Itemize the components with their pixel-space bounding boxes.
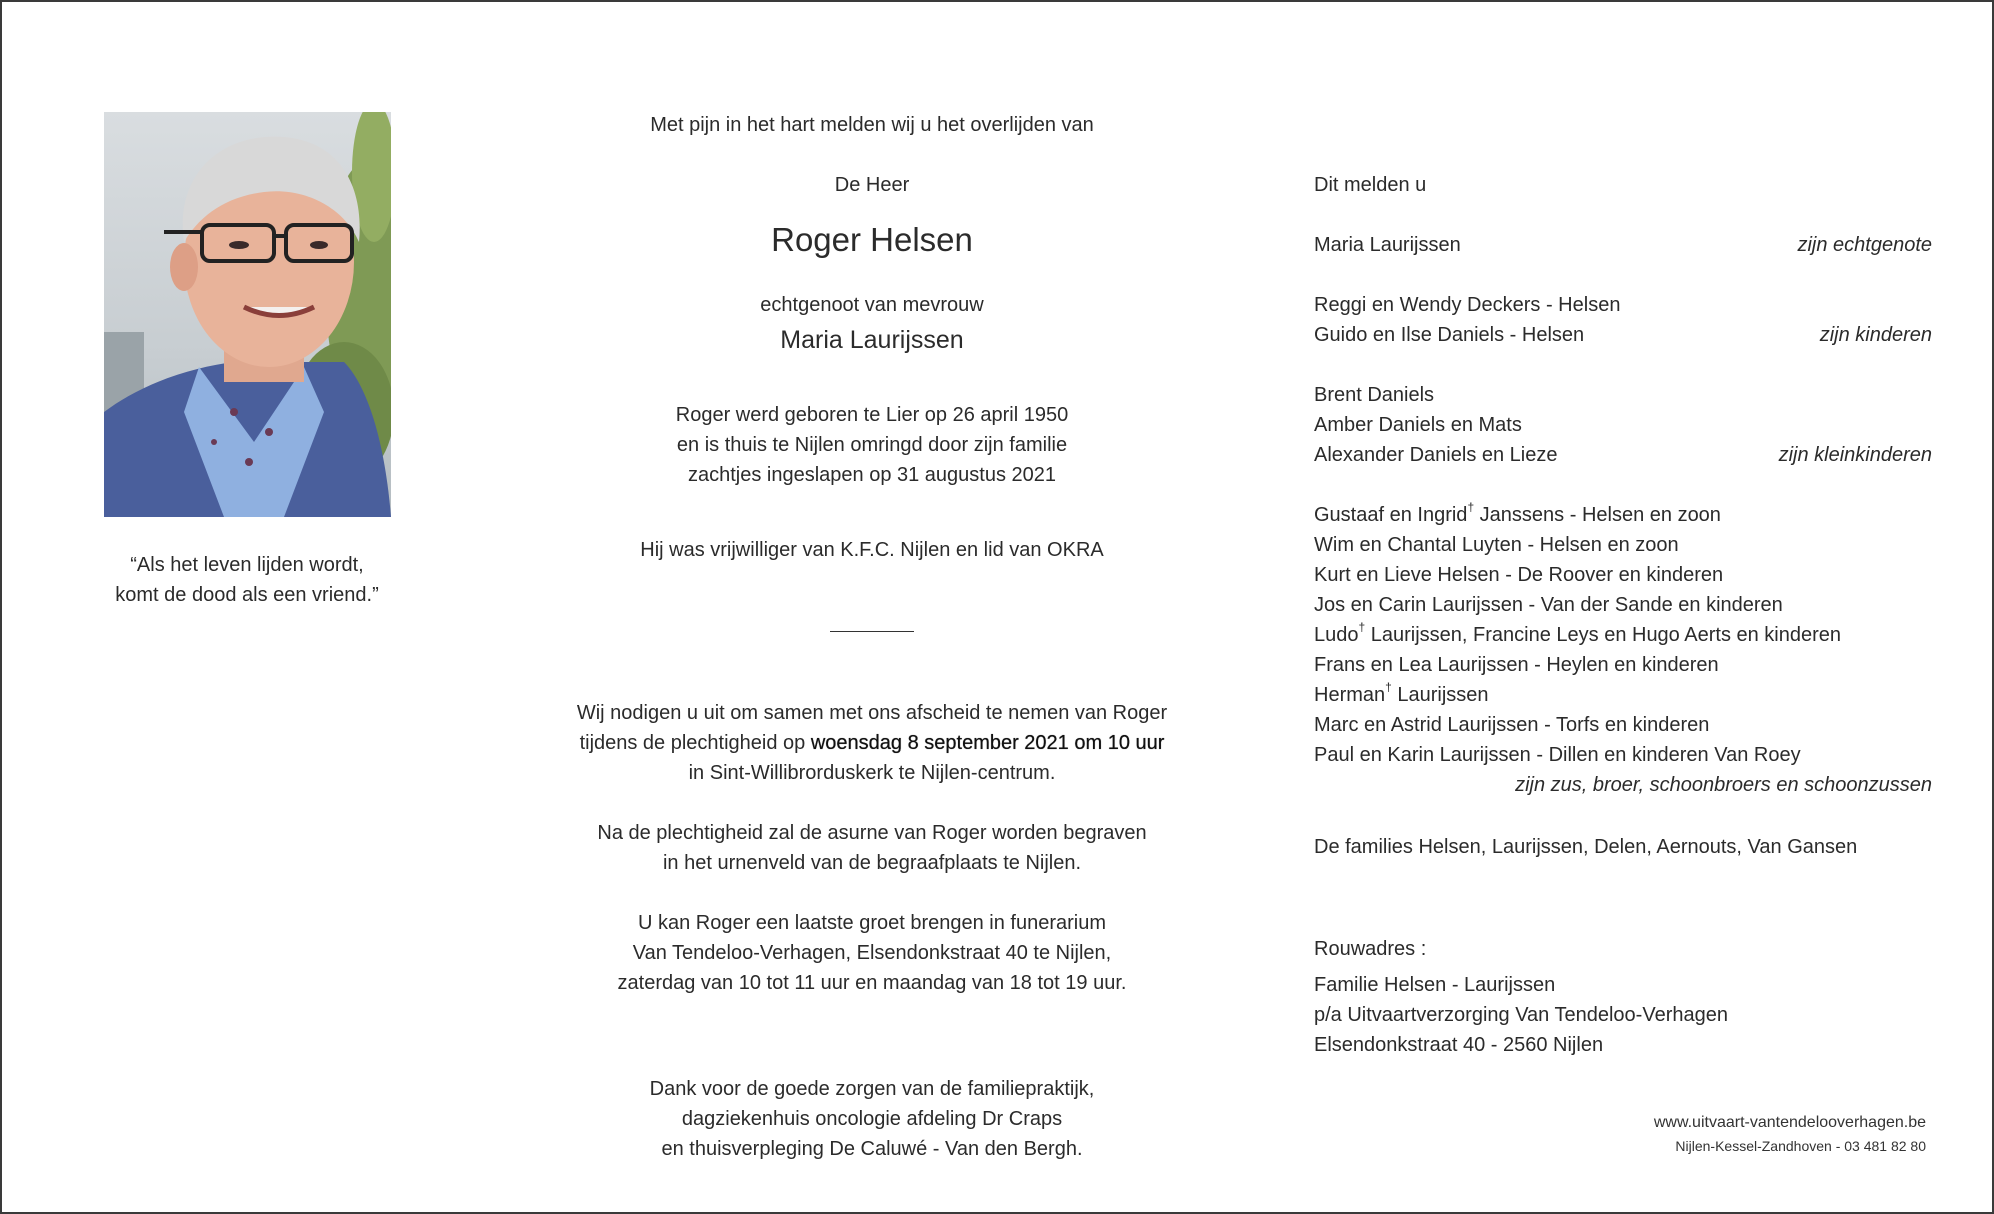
burial-block	[522, 818, 1222, 878]
divider	[830, 631, 914, 632]
children-group	[1314, 290, 1932, 350]
siblings-group	[1314, 500, 1932, 800]
dagger-mark: †	[1467, 500, 1475, 515]
family-row	[1314, 710, 1932, 740]
quote	[82, 550, 412, 610]
bio-line: en is thuis te Nijlen omringd door zijn familie	[676, 434, 1068, 456]
family-row	[1314, 560, 1932, 590]
family-member: Jos en Carin Laurijssen - Van der Sande en kinderen	[1314, 594, 1783, 616]
title-text: De Heer	[834, 174, 910, 196]
family-row	[1314, 680, 1932, 710]
family-row	[1314, 650, 1932, 680]
family-row	[1314, 620, 1932, 650]
family-row	[1314, 290, 1932, 320]
quote-line: komt de dood als een vriend.”	[115, 584, 379, 606]
ceremony-text: tijdens de plechtigheid op	[579, 732, 811, 754]
portrait-icon	[104, 112, 391, 517]
family-member: Wim en Chantal Luyten - Helsen en zoon	[1314, 534, 1679, 556]
ceremony-line: in Sint-Willibrorduskerk te Nijlen-centrum.	[688, 762, 1056, 784]
family-member	[1314, 680, 1489, 710]
bio-line: Roger werd geboren te Lier op 26 april 1950	[675, 404, 1069, 426]
family-header: Dit melden u	[1314, 174, 1427, 196]
address-line: Familie Helsen - Laurijssen	[1314, 974, 1556, 996]
family-row	[1314, 230, 1932, 260]
thanks-line: Dank voor de goede zorgen van de familiepraktijk,	[649, 1078, 1095, 1100]
family-member: Marc en Astrid Laurijssen - Torfs en kinderen	[1314, 714, 1710, 736]
dagger-mark: †	[1358, 620, 1366, 635]
family-member: Brent Daniels	[1314, 384, 1435, 406]
dagger-mark: †	[1385, 680, 1392, 695]
spouse-label: echtgenoot van mevrouw	[760, 294, 984, 316]
contact-info: Nijlen-Kessel-Zandhoven - 03 481 82 80	[1675, 1138, 1926, 1154]
address-line: Elsendonkstraat 40 - 2560 Nijlen	[1314, 1034, 1604, 1056]
thanks-line: en thuisverpleging De Caluwé - Van den Bergh.	[661, 1138, 1083, 1160]
address-label: Rouwadres :	[1314, 938, 1427, 960]
family-member	[1314, 620, 1841, 650]
family-row	[1314, 590, 1932, 620]
website-link[interactable]: www.uitvaart-vantendelooverhagen.be	[1653, 1114, 1926, 1131]
ceremony-line	[522, 728, 1222, 758]
family-member: Amber Daniels en Mats	[1314, 414, 1522, 436]
family-row	[1314, 380, 1932, 410]
relation-label: zijn kleinkinderen	[1778, 444, 1932, 466]
family-member: Maria Laurijssen	[1314, 234, 1461, 256]
family-member: Alexander Daniels en Lieze	[1314, 444, 1558, 466]
family-row	[1314, 410, 1932, 440]
burial-line: Na de plechtigheid zal de asurne van Roger worden begraven	[597, 822, 1147, 844]
intro-text: Met pijn in het hart melden wij u het overlijden van	[650, 114, 1094, 136]
bio-line: zachtjes ingeslapen op 31 augustus 2021	[687, 464, 1057, 486]
thanks-line: dagziekenhuis oncologie afdeling Dr Craps	[681, 1108, 1063, 1130]
relation-label: zijn zus, broer, schoonbroers en schoonzussen	[1515, 774, 1932, 796]
family-member: Reggi en Wendy Deckers - Helsen	[1314, 294, 1621, 316]
family-row	[1314, 500, 1932, 530]
visit-line: zaterdag van 10 tot 11 uur en maandag van 18 tot 19 uur.	[617, 972, 1127, 994]
spouse-name: Maria Laurijssen	[780, 326, 964, 354]
thanks-block	[522, 1074, 1222, 1164]
member-name: Janssens - Helsen en zoon	[1474, 504, 1721, 526]
member-name: Gustaaf en Ingrid	[1314, 504, 1468, 526]
family-row	[1314, 530, 1932, 560]
family-member	[1314, 500, 1721, 530]
bio-block	[522, 400, 1222, 490]
deceased-name: Roger Helsen	[771, 221, 973, 258]
family-row	[1314, 320, 1932, 350]
ceremony-line: Wij nodigen u uit om samen met ons afscheid te nemen van Roger	[576, 702, 1168, 724]
relation-label: zijn echtgenote	[1797, 234, 1932, 256]
family-member: Kurt en Lieve Helsen - De Roover en kinderen	[1314, 564, 1724, 586]
relation-label: zijn kinderen	[1819, 324, 1932, 346]
member-name: Herman	[1314, 684, 1386, 706]
family-member: Paul en Karin Laurijssen - Dillen en kinderen Van Roey	[1314, 744, 1801, 766]
family-member: Guido en Ilse Daniels - Helsen	[1314, 324, 1585, 346]
address-line: p/a Uitvaartverzorging Van Tendeloo-Verhagen	[1314, 1004, 1728, 1026]
family-row	[1314, 440, 1932, 470]
ceremony-date: woensdag 8 september 2021 om 10 uur	[810, 732, 1165, 754]
visit-line: Van Tendeloo-Verhagen, Elsendonkstraat 40 te Nijlen,	[632, 942, 1112, 964]
visit-line: U kan Roger een laatste groet brengen in funerarium	[637, 912, 1107, 934]
families-line: De families Helsen, Laurijssen, Delen, Aernouts, Van Gansen	[1314, 836, 1858, 858]
burial-line: in het urnenveld van de begraafplaats te Nijlen.	[662, 852, 1082, 874]
quote-line: “Als het leven lijden wordt,	[130, 554, 364, 576]
portrait-photo	[104, 112, 391, 517]
ceremony-block	[522, 698, 1222, 788]
volunteer-text: Hij was vrijwilliger van K.F.C. Nijlen en lid van OKRA	[640, 539, 1104, 561]
family-member: Frans en Lea Laurijssen - Heylen en kinderen	[1314, 654, 1719, 676]
member-name: Ludo	[1314, 624, 1359, 646]
address-block	[1314, 970, 1932, 1060]
member-name: Laurijssen	[1391, 684, 1489, 706]
family-row	[1314, 740, 1932, 770]
member-name: Laurijssen, Francine Leys en Hugo Aerts en kinderen	[1365, 624, 1842, 646]
spouse-group	[1314, 230, 1932, 260]
visit-block	[522, 908, 1222, 998]
grandchildren-group	[1314, 380, 1932, 470]
